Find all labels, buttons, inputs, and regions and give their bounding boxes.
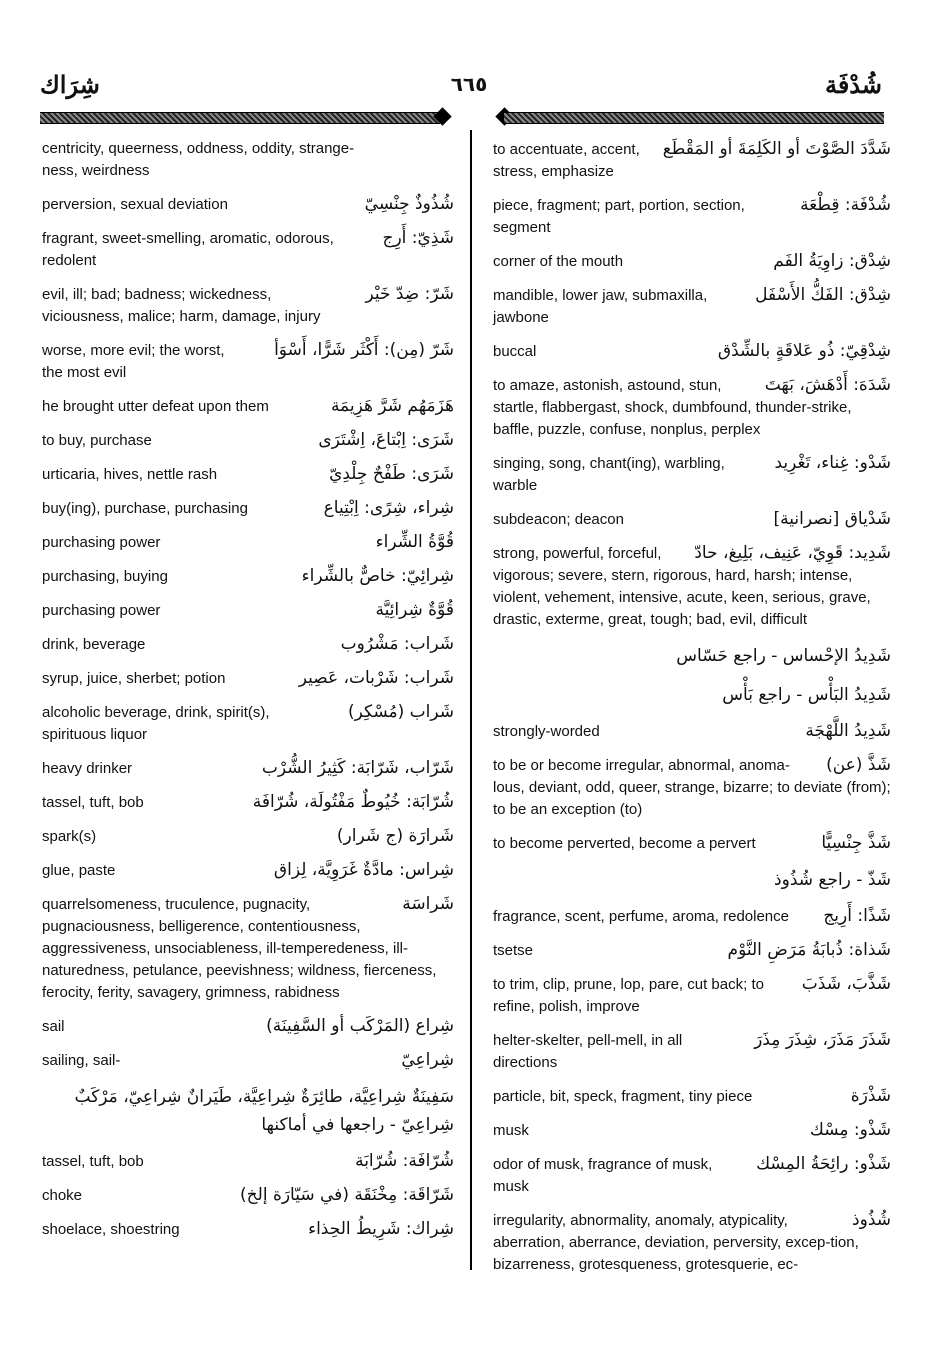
entry-english-definition: purchasing power [42,602,161,619]
entry-english-definition: tassel, tuft, bob [42,794,144,811]
guide-word-left: شِرَاك [40,70,100,99]
dictionary-entry [42,283,454,328]
dictionary-entry [42,859,454,882]
entry-arabic-block: شَدِيدُ البَأْس - راجع بَأْس [722,685,891,705]
dictionary-entry [493,452,891,497]
entry-headline [493,374,891,397]
entry-arabic-headword: شَذْرَة [850,1086,891,1106]
column-divider [470,130,472,1270]
entry-headline [493,284,891,307]
dictionary-entry [42,1218,454,1241]
entry-english-continuation: stress, emphasize [493,163,614,180]
entry-english-continuation: warble [493,477,538,494]
entry-english-definition: purchasing, buying [42,568,168,585]
entry-english-definition: tsetse [493,942,534,959]
dictionary-entry [493,1085,891,1108]
entry-headline [493,1029,891,1052]
entry-headline [493,340,891,363]
entry-headline [493,508,891,531]
entry-english-definition: heavy drinker [42,760,133,777]
guide-word-right: شُدْفَة [824,70,882,99]
entry-arabic-headword: شَراسَة [402,894,454,914]
entry-english-definition: tassel, tuft, bob [42,1153,144,1170]
entry-english-definition: sailing, sail- [42,1052,121,1069]
dictionary-entry [42,1049,454,1072]
entry-headline [42,227,454,250]
entry-english-definition: perversion, sexual deviation [42,196,228,213]
entry-english-continuation: segment [493,219,551,236]
entry-arabic-headword: قُوَّةُ الشِّراء [375,532,454,552]
entry-english-definition: to buy, purchase [42,432,152,449]
entry-arabic-headword: شَرّ (مِن): أَكْثَر شَرًّا، أَسْوَأ [274,340,454,360]
entry-headline [42,283,454,306]
entry-english-continuation: lous, deviant, odd, queer, strange, bizarre; to deviate (from); to be an exception (to) [493,779,891,818]
entry-headline [493,832,891,855]
entry-headline [493,138,891,161]
entry-english-continuation: spirituous liquor [42,726,148,743]
entry-arabic-headword: شَدْو: غِناء، تَغْرِيد [774,453,891,473]
entry-arabic-headword: شَرارَة (ج شَرار) [336,826,454,846]
entry-english-definition: syrup, juice, sherbet; potion [42,670,226,687]
entry-headline [42,667,454,690]
entry-english-definition: buy(ing), purchase, purchasing [42,500,248,517]
entry-english-continuation: redolent [42,252,97,269]
entry-arabic-headword: شَذَّ جِنْسِيًّا [821,833,891,853]
entry-english-continuation: directions [493,1054,558,1071]
entry-arabic-headword: شَذَرَ مَذَرَ، شِذَرَ مِذَرَ [754,1030,891,1050]
entry-english-definition: shoelace, shoestring [42,1221,180,1238]
dictionary-entry [493,642,891,670]
entry-headline [42,893,454,916]
entry-headline [42,633,454,656]
entry-english-continuation: vigorous; severe, stern, rigorous, hard, harsh; intense, violent, vehement, intensive, acute, keen, serious, grave, drastic, exterme, great, tough; bad, evil, difficult [493,567,871,628]
entry-english-definition: centricity, queerness, oddness, oddity, strange- [42,140,355,157]
entry-arabic-headword: شَدَهَ: أَدْهَشَ، بَهَتَ [764,375,891,395]
entry-english-definition: buccal [493,343,537,360]
dictionary-entry [493,1119,891,1142]
entry-headline [42,1218,454,1241]
entry-arabic-block: شَذّ - راجع شُذُوذ [774,870,891,890]
dictionary-entry [42,1015,454,1038]
entry-headline [42,395,454,418]
entry-english-continuation: jawbone [493,309,549,326]
entry-arabic-headword: شَذِيّ: أَرِج [382,228,454,248]
left-column [42,138,454,1252]
header-rule-left [40,112,440,124]
entry-arabic-headword: شَذَّبَ، شَذَبَ [801,974,891,994]
entry-arabic-headword: شِدْق: الفَكُّ الأَسْفَل [755,285,891,305]
entry-headline [493,905,891,928]
entry-english-definition: singing, song, chant(ing), warbling, [493,455,725,472]
entry-english-definition: purchasing power [42,534,161,551]
entry-english-continuation: musk [493,1178,529,1195]
entry-arabic-headword: شَراب: مَشْرُوب [340,634,454,654]
entry-headline [493,452,891,475]
dictionary-entry [42,138,454,182]
entry-english-definition: to accentuate, accent, [493,141,640,158]
entry-arabic-headword: شُذُوذٌ جِنْسِيّ [364,194,454,214]
entry-headline [493,1209,891,1232]
dictionary-entry [493,284,891,329]
entry-arabic-headword: شَدَّدَ الصَّوْتَ أو الكَلِمَةَ أو المَقْطَع [662,139,891,159]
dictionary-entry [42,633,454,656]
entry-arabic-headword: شَرّاقَة: مِخْنَقَة (في سَيّارَة إلخ) [240,1185,454,1205]
entry-english-definition: musk [493,1122,529,1139]
entry-headline [42,565,454,588]
entry-arabic-headword: شَرّاب، شَرّابَة: كَثِيرُ الشُّرْب [261,758,454,778]
dictionary-entry [42,701,454,746]
entry-english-definition: worse, more evil; the worst, [42,342,225,359]
entry-headline [493,250,891,273]
entry-english-definition: evil, ill; bad; badness; wickedness, [42,286,272,303]
entry-english-definition: choke [42,1187,83,1204]
entry-headline [42,193,454,216]
dictionary-entry [42,893,454,1004]
entry-arabic-headword: قُوَّةٌ شِرائِيَّة [375,600,454,620]
entry-english-continuation: pugnaciousness, belligerence, contentiousness, aggressiveness, unsociableness, ill-temperedeness, ill-naturedness, petulance, peevishness; wildness, fierceness, ferocity, ferity, savagery, grimness, rabidness [42,918,437,1001]
dictionary-entry [493,866,891,894]
dictionary-entry [42,757,454,780]
entry-headline [42,429,454,452]
dictionary-entry [42,791,454,814]
dictionary-entry [42,395,454,418]
entry-arabic-headword: هَزَمَهُم شَرَّ هَزِيمَة [330,396,454,416]
dictionary-entry [493,508,891,531]
entry-arabic-headword: شَدِيد: قَوِيّ، عَنِيف، بَلِيغ، حادّ [694,543,891,563]
dictionary-entry [493,542,891,631]
entry-arabic-headword: شِراء، شِرًى: اِبْتِياع [323,498,454,518]
entry-headline [42,1049,454,1072]
dictionary-entry [493,973,891,1018]
entry-english-definition: spark(s) [42,828,97,845]
entry-english-continuation: the most evil [42,364,127,381]
dictionary-entry [493,905,891,928]
dictionary-entry [42,227,454,272]
entry-headline [42,339,454,362]
dictionary-entry [493,754,891,821]
entry-headline [493,1153,891,1176]
entry-arabic-headword: شَراب: شَرْبات، عَصِير [298,668,454,688]
entry-arabic-block: سَفِينَةٌ شِراعِيَّة، طائِرَةٌ شِراعِيَّة، طَيَرانٌ شِراعِيّ، مَرْكَبٌ شِراعِيّ - راجعها في أماكنها [74,1087,454,1135]
entry-arabic-headword: شُرّافَة: شُرّابَة [355,1151,454,1171]
entry-english-continuation: ness, weirdness [42,162,150,179]
entry-arabic-headword: شِراعِيّ [401,1050,454,1070]
dictionary-entry [42,667,454,690]
entry-headline [42,531,454,554]
entry-headline [42,1184,454,1207]
entry-english-continuation: startle, flabbergast, shock, dumbfound, thunder-strike, baffle, puzzle, confuse, nonplus, perplex [493,399,852,438]
entry-headline [493,194,891,217]
entry-headline [493,1119,891,1142]
entry-arabic-headword: شِراك: شَرِيطُ الحِذاء [308,1219,454,1239]
dictionary-entry [42,825,454,848]
dictionary-entry [493,939,891,962]
entry-english-definition: drink, beverage [42,636,146,653]
dictionary-entry [42,1083,454,1139]
entry-english-definition: mandible, lower jaw, submaxilla, [493,287,708,304]
entry-arabic-headword: شَرَى: اِبْتاعَ، اِشْتَرَى [318,430,454,450]
entry-english-definition: subdeacon; deacon [493,511,624,528]
dictionary-entry [493,250,891,273]
entry-arabic-headword: شِراع (المَرْكَب أو السَّفِينَة) [266,1016,454,1036]
entry-arabic-headword: شَدِيدُ اللَّهْجَة [805,721,891,741]
entry-arabic-headword: شَراب (مُسْكِر) [347,702,454,722]
entry-english-definition: corner of the mouth [493,253,624,270]
entry-english-definition: to become perverted, become a pervert [493,835,756,852]
entry-english-definition: irregularity, abnormality, anomaly, atypicality, [493,1212,788,1229]
entry-english-definition: sail [42,1018,65,1035]
entry-english-definition: helter-skelter, pell-mell, in all [493,1032,683,1049]
dictionary-entry [42,1184,454,1207]
entry-arabic-headword: شَدْياق [نصرانية] [773,509,891,529]
entry-english-continuation: refine, polish, improve [493,998,640,1015]
entry-headline [42,701,454,724]
dictionary-entry [42,497,454,520]
dictionary-entry [493,138,891,183]
entry-headline [42,138,454,160]
entry-arabic-headword: شِراس: مادَّةٌ غَرَوِيَّة، لِزاق [273,860,454,880]
entry-english-definition: he brought utter defeat upon them [42,398,269,415]
dictionary-entry [493,681,891,709]
entry-headline [493,939,891,962]
entry-english-definition: particle, bit, speck, fragment, tiny piece [493,1088,753,1105]
entry-english-definition: to amaze, astonish, astound, stun, [493,377,722,394]
entry-headline [493,754,891,777]
entry-headline [42,1015,454,1038]
entry-headline [493,542,891,565]
right-column [493,138,891,1287]
entry-english-definition: urticaria, hives, nettle rash [42,466,218,483]
entry-english-definition: piece, fragment; part, portion, section, [493,197,745,214]
entry-headline [42,599,454,622]
entry-arabic-headword: شِرائِيّ: خاصٌّ بالشِّراء [301,566,454,586]
header-rule-right [504,112,884,124]
entry-arabic-block: شَدِيدُ الإحْساس - راجع حَسّاس [676,646,891,666]
entry-english-definition: to trim, clip, prune, lop, pare, cut back; to [493,976,764,993]
dictionary-entry [493,1153,891,1198]
entry-arabic-headword: شَذَّ (عن) [826,755,891,775]
dictionary-entry [493,374,891,441]
dictionary-entry [42,1150,454,1173]
entry-arabic-headword: شَرَى: طَفْحٌ جِلْدِيّ [329,464,454,484]
entry-headline [42,825,454,848]
entry-arabic-headword: شُدْفَة: قِطْعَة [800,195,891,215]
entry-arabic-headword: شَذْو: مِسْك [809,1120,891,1140]
entry-headline [493,720,891,743]
entry-english-definition: glue, paste [42,862,116,879]
dictionary-entry [493,194,891,239]
entry-headline [42,757,454,780]
entry-headline [42,463,454,486]
entry-arabic-headword: شِدْق: زاوِيَةُ الفَم [773,251,891,271]
dictionary-entry [42,429,454,452]
entry-english-definition: alcoholic beverage, drink, spirit(s), [42,704,270,721]
entry-english-continuation: aberration, aberrance, deviation, perversity, excep-tion, bizarreness, grotesqueness, grotesquerie, ec- [493,1234,859,1273]
dictionary-entry [493,832,891,855]
entry-english-definition: strongly-worded [493,723,600,740]
entry-headline [42,791,454,814]
entry-english-continuation: viciousness, malice; harm, damage, injury [42,308,321,325]
entry-arabic-headword: شَذْو: رائِحَةُ المِسْك [756,1154,891,1174]
entry-english-definition: fragrant, sweet-smelling, aromatic, odorous, [42,230,334,247]
entry-arabic-headword: شَرّ: ضِدّ خَيْر [365,284,454,304]
dictionary-entry [42,193,454,216]
entry-arabic-headword: شَذاة: ذُبابَةُ مَرَضِ النَّوْم [727,940,891,960]
entry-english-definition: odor of musk, fragrance of musk, [493,1156,713,1173]
dictionary-entry [493,340,891,363]
dictionary-entry [493,720,891,743]
entry-english-definition: quarrelsomeness, truculence, pugnacity, [42,896,311,913]
entry-arabic-headword: شُرّابَة: خُيُوطٌ مَفْتُولَة، شُرّافَة [252,792,454,812]
entry-english-definition: fragrance, scent, perfume, aroma, redolence [493,908,789,925]
entry-english-definition: strong, powerful, forceful, [493,545,662,562]
dictionary-entry [493,1029,891,1074]
dictionary-entry [42,599,454,622]
entry-arabic-headword: شِدْقِيّ: ذُو عَلاقَةٍ بالشِّدْق [717,341,891,361]
dictionary-entry [42,339,454,384]
dictionary-entry [42,531,454,554]
entry-headline [493,973,891,996]
entry-headline [493,1085,891,1108]
entry-arabic-headword: شُذُوذ [852,1210,891,1230]
entry-arabic-headword: شَذًا: أَرِيج [823,906,891,926]
entry-headline [42,1150,454,1173]
dictionary-entry [493,1209,891,1276]
page-number: ٦٦٥ [450,72,488,96]
entry-headline [42,497,454,520]
entry-headline [42,859,454,882]
entry-english-definition: to be or become irregular, abnormal, anoma- [493,757,790,774]
dictionary-entry [42,565,454,588]
dictionary-entry [42,463,454,486]
